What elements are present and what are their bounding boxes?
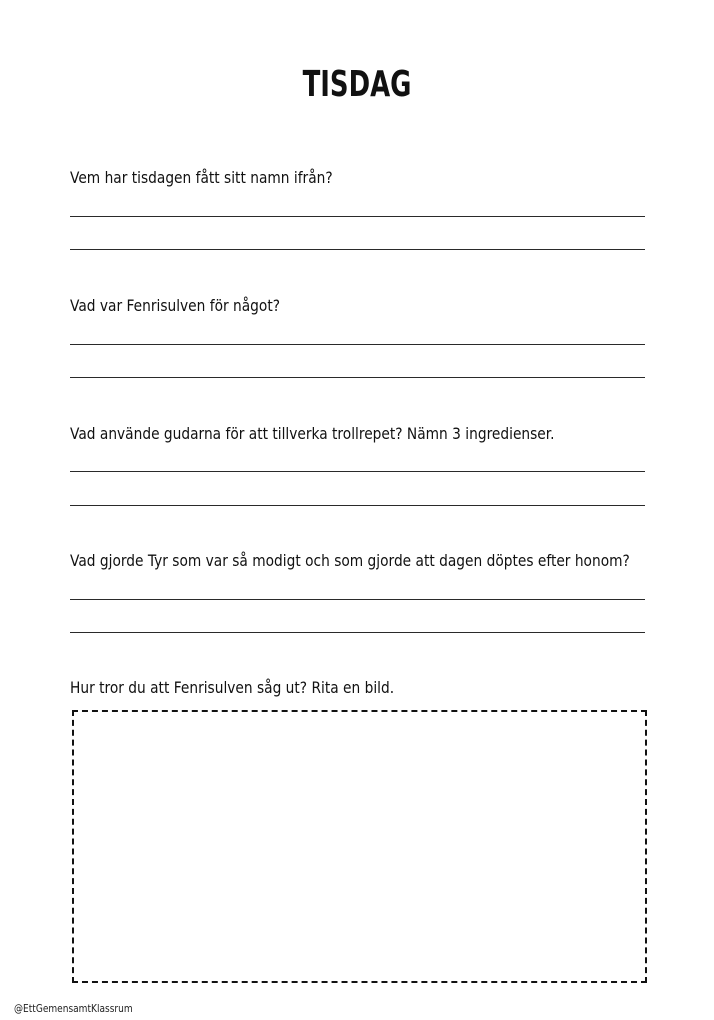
question-2: Vad var Fenrisulven för något? (70, 296, 281, 315)
answer-line-1b[interactable] (70, 249, 645, 250)
answer-line-3b[interactable] (70, 505, 645, 506)
question-4: Vad gjorde Tyr som var så modigt och som gjorde att dagen döptes efter honom? (70, 551, 630, 570)
answer-line-4b[interactable] (70, 632, 645, 633)
page-title: TISDAG (302, 64, 412, 105)
answer-line-4a[interactable] (70, 599, 645, 600)
answer-line-1a[interactable] (70, 216, 645, 217)
answer-line-3a[interactable] (70, 471, 645, 472)
question-5: Hur tror du att Fenrisulven såg ut? Rita en bild. (70, 678, 395, 697)
answer-line-2b[interactable] (70, 377, 645, 378)
footer-credit: @EttGemensamtKlassrum (14, 1003, 133, 1015)
drawing-area[interactable] (72, 710, 647, 983)
answer-line-2a[interactable] (70, 344, 645, 345)
question-3: Vad använde gudarna för att tillverka trollrepet? Nämn 3 ingredienser. (70, 424, 555, 443)
question-1: Vem har tisdagen fått sitt namn ifrån? (70, 168, 333, 187)
